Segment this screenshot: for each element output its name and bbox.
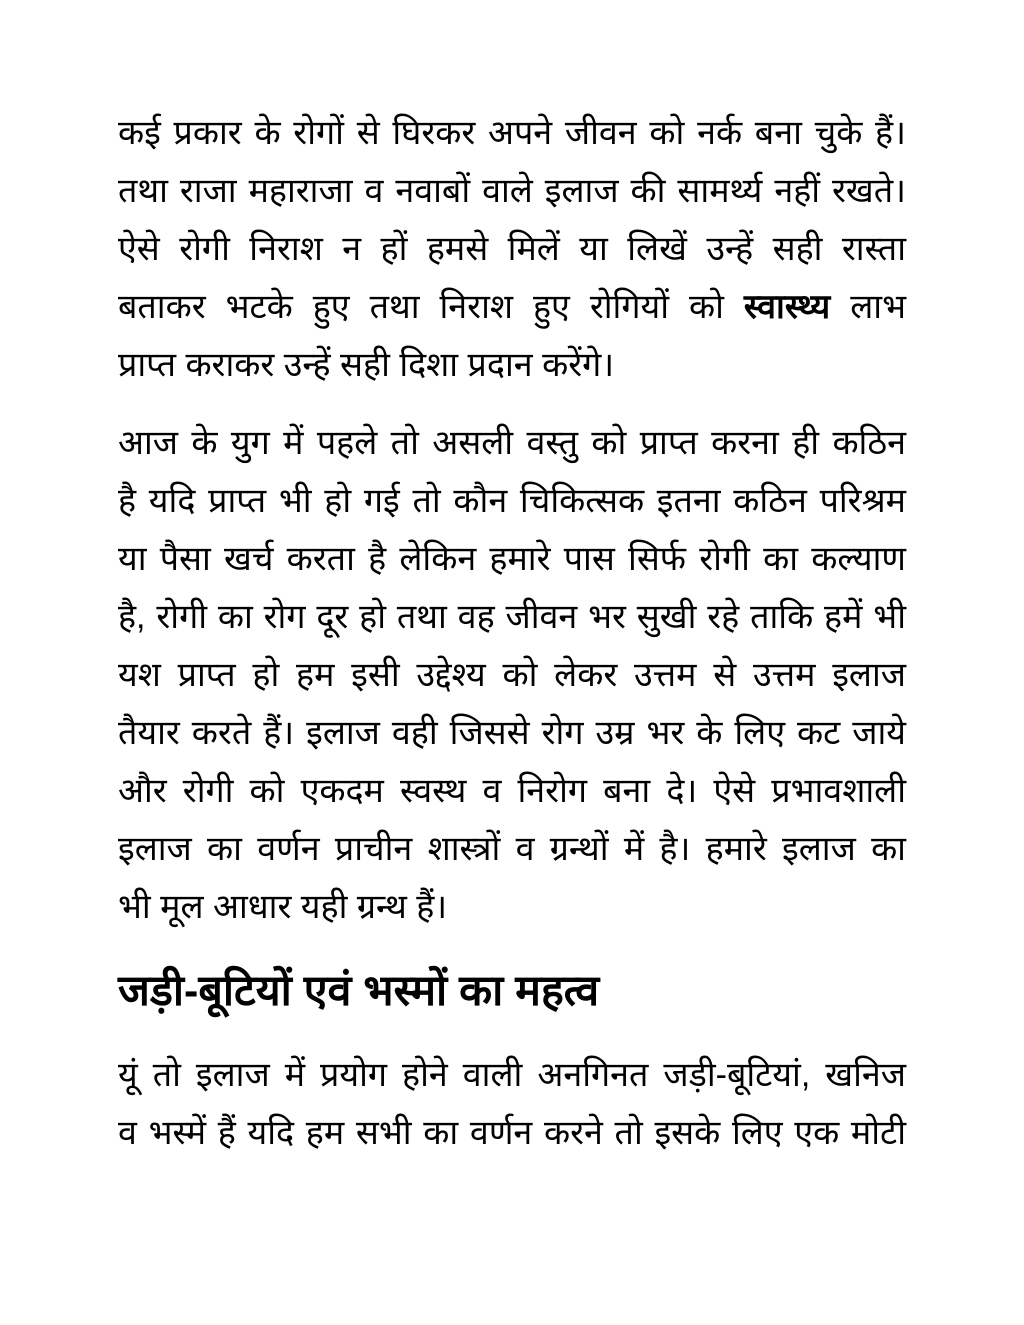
text-line: भी मूल आधार यही ग्रन्थ हैं।	[118, 888, 448, 926]
text-line: या पैसा खर्च करता है लेकिन हमारे पास सिर्फ रोगी का कल्याण	[118, 540, 906, 578]
text-line: तथा राजा महाराजा व नवाबों वाले इलाज की सामर्थ्य नहीं रखते।	[118, 172, 906, 210]
text-line: आज के युग में पहले तो असली वस्तु को प्राप्त करना ही कठिन	[118, 424, 906, 462]
text-line: प्राप्त कराकर उन्हें सही दिशा प्रदान करेंगे।	[118, 346, 615, 384]
bold-text-segment: स्वास्थ्य	[743, 288, 831, 326]
paragraph-3	[118, 1046, 906, 1162]
paragraph-2	[118, 414, 906, 936]
text-line: ऐसे रोगी निराश न हों हमसे मिलें या लिखें उन्हें सही रास्ता	[118, 230, 906, 268]
text-line: तैयार करते हैं। इलाज वही जिससे रोग उम्र भर के लिए कट जाये	[118, 714, 906, 752]
text-content	[118, 104, 906, 1162]
text-segment: बताकर भटके हुए तथा निराश हुए रोगियों को	[118, 288, 744, 326]
text-line: यूं तो इलाज में प्रयोग होने वाली अनगिनत जड़ी-बूटियां, खनिज	[118, 1056, 906, 1094]
text-line: व भस्में हैं यदि हम सभी का वर्णन करने तो इसके लिए एक मोटी	[118, 1114, 906, 1152]
text-line: है यदि प्राप्त भी हो गई तो कौन चिकित्सक इतना कठिन परिश्रम	[118, 482, 906, 520]
text-line: यश प्राप्त हो हम इसी उद्देश्य को लेकर उत्तम से उत्तम इलाज	[118, 656, 906, 694]
paragraph-1	[118, 104, 906, 394]
text-segment: लाभ	[830, 288, 906, 326]
text-line: है, रोगी का रोग दूर हो तथा वह जीवन भर सुखी रहे ताकि हमें भी	[118, 598, 906, 636]
text-line: कई प्रकार के रोगों से घिरकर अपने जीवन को नर्क बना चुके हैं।	[118, 114, 906, 152]
section-heading: जड़ी-बूटियों एवं भस्मों का महत्व	[118, 967, 600, 1015]
text-line: और रोगी को एकदम स्वस्थ व निरोग बना दे। ऐसे प्रभावशाली	[118, 772, 906, 810]
text-line	[118, 278, 906, 336]
text-line: इलाज का वर्णन प्राचीन शास्त्रों व ग्रन्थों में है। हमारे इलाज का	[118, 830, 906, 868]
